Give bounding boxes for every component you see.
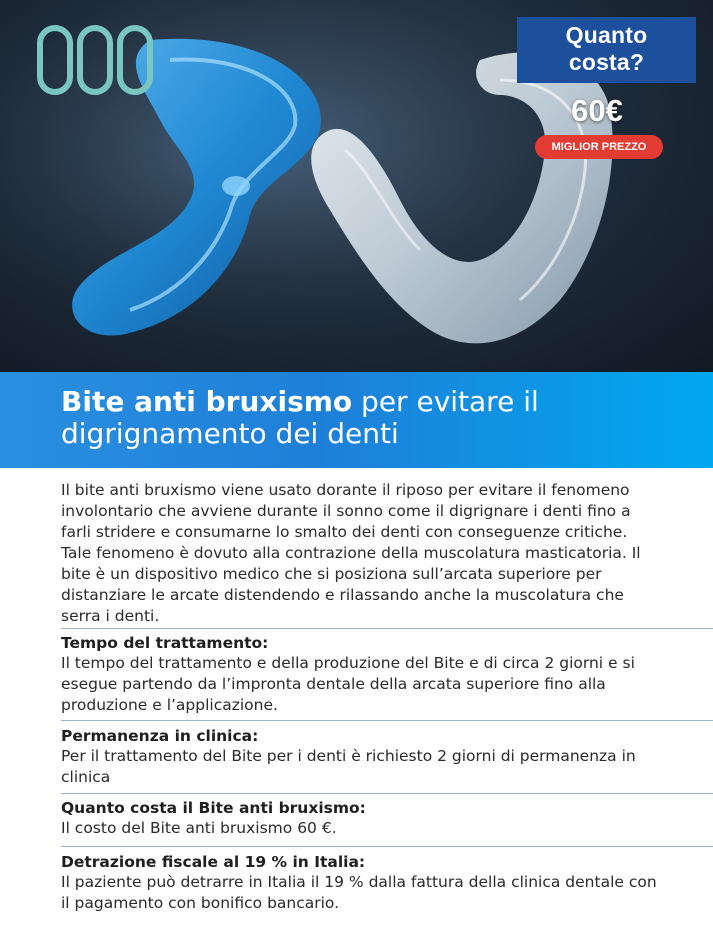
- title-rest: per evitare il digrignamento dei denti: [61, 385, 539, 450]
- logo: [36, 24, 154, 96]
- divider: [61, 720, 713, 721]
- divider: [61, 846, 713, 847]
- section-body-clinic-stay: Per il trattamento del Bite per i denti è richiesto 2 giorni di permanenza in clinica: [61, 747, 636, 786]
- price-box: [517, 17, 697, 159]
- divider: [61, 628, 713, 629]
- price-question: Quanto costa?: [517, 17, 696, 83]
- main-content: [61, 480, 661, 627]
- price-amount: 60€: [571, 93, 623, 128]
- title-band: [0, 372, 713, 468]
- section-body-tax-deduction: Il paziente può detrarre in Italia il 19 % dalla fattura della clinica dentale con il pagamento con bonifico bancario.: [61, 873, 657, 912]
- title-bold: Bite anti bruxismo: [61, 385, 353, 418]
- hero-image: [0, 0, 713, 372]
- section-title-cost: Quanto costa il Bite anti bruxismo:: [61, 799, 366, 817]
- divider: [61, 793, 713, 794]
- section-title-clinic-stay: Permanenza in clinica:: [61, 727, 259, 745]
- section-body-treatment-time: Il tempo del trattamento e della produzione del Bite e di circa 2 giorni e si esegue partendo da l’impronta dentale della arcata superiore fino alla produzione e l’applicazione.: [61, 654, 635, 714]
- best-price-badge: MIGLIOR PREZZO: [535, 135, 663, 159]
- page-title: [61, 386, 671, 450]
- section-title-treatment-time: Tempo del trattamento:: [61, 634, 269, 652]
- section-body-cost: Il costo del Bite anti bruxismo 60 €.: [61, 819, 337, 837]
- intro-paragraph: Il bite anti bruxismo viene usato dorante il riposo per evitare il fenomeno involontario che avviene durante il sonno come il digrignare i denti fino a farli stridere e consumarne lo smalto dei denti con conseguenze critiche. Tale fenomeno è dovuto alla contrazione della muscolatura masticatoria. Il bite è un dispositivo medico che si posiziona sull’arcata superiore per distanziare le arcate distendendo e rilassando anche la muscolatura che serra i denti.: [61, 481, 641, 625]
- section-title-tax-deduction: Detrazione fiscale al 19 % in Italia:: [61, 853, 366, 871]
